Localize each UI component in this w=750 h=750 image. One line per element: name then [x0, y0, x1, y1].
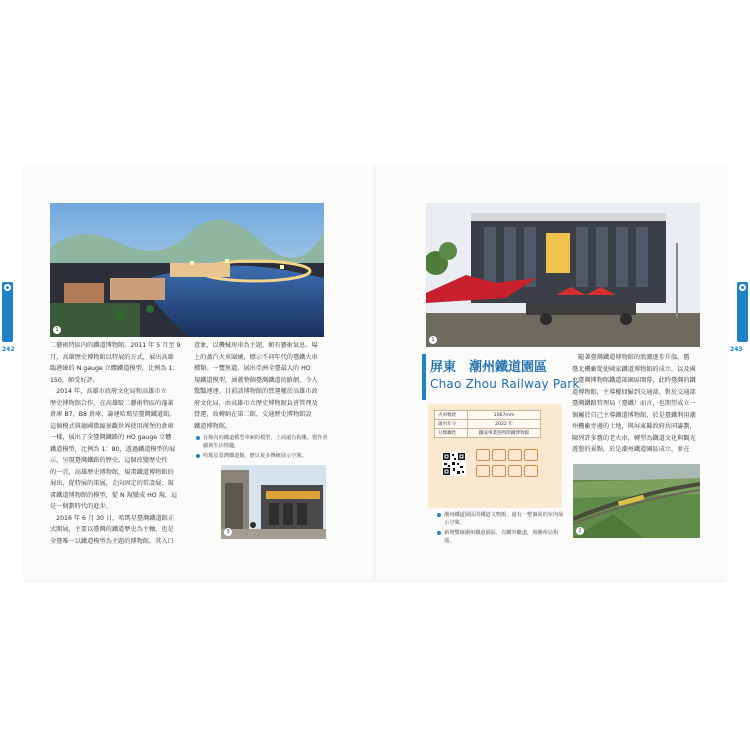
- text-line: 2016 年 6 月 30 日，哈瑪星臺灣鐵道館正: [50, 514, 175, 522]
- photo-number: 2: [576, 527, 584, 535]
- photo-number: 1: [53, 326, 61, 334]
- text-line: 立臺灣博物館鐵道部園區開幕，此時臺灣的鐵: [572, 377, 696, 384]
- text-line: 臺北機廠從使國家鐵道博物館的成立，以及國: [572, 365, 696, 373]
- left-captions: [196, 434, 328, 462]
- facility-icons: [476, 449, 556, 483]
- text-line: 道博物館，主導權回歸到交通部。對於交通部: [572, 388, 696, 396]
- photo-number: 3: [224, 528, 232, 536]
- left-column-1: [50, 340, 185, 547]
- info-card: [428, 404, 562, 508]
- info-table: [434, 410, 541, 438]
- text-line: 上的蒸汽火車圍繞，標示不同年代的臺鐵火車: [194, 353, 318, 361]
- book-gutter: [374, 165, 376, 580]
- table-key: 分類屬性: [435, 429, 468, 438]
- text-line: 全臺唯一以鐵道模型為主題的博物館。其入口: [50, 537, 174, 545]
- museum-model-photo: [50, 203, 324, 337]
- caption-item: 在館內的鐵道模型車廂的模型，上面還有狗雕，製作者顯與生活情趣。: [196, 434, 328, 450]
- text-line: 鐵道博物館。: [194, 422, 232, 430]
- photo-number: 1: [429, 336, 437, 344]
- text-line: 營運，故轉納在第二館，交通歷史博物館設: [194, 411, 312, 418]
- text-line: 2014 年，高雄市政府文化局和高雄市立: [50, 388, 167, 395]
- page-number-right: 243: [730, 346, 743, 353]
- text-line: 臨港線的 N gauge 立體鐵道模型，比例為 1：: [50, 365, 179, 372]
- caption-item: 新增雙線潮州鐵道園區，有聯外繼道，與潮州站相通。: [437, 529, 567, 545]
- table-key: 啟用年分: [435, 420, 468, 429]
- museum-icon: [492, 449, 506, 461]
- text-line: 陳列許多舊的老火車，轉型為鐵道文化與觀光: [572, 434, 696, 442]
- text-line: 倉庫 B7、B8 倉庫，籌建哈瑪星臺灣鐵道館。: [50, 411, 176, 418]
- text-line: 示，呈現臺灣鐵路的歷史。這個改變歷史性: [50, 457, 168, 464]
- table-value: 2022 年: [468, 420, 541, 429]
- chapter-tab-right: [737, 282, 748, 342]
- text-line: 月，高雄歷史博物館以特展的方式，展出高雄: [50, 353, 174, 361]
- train-icon: [4, 284, 11, 291]
- table-value: 1067mm: [468, 411, 541, 420]
- text-line: 的一頁，高雄歷史博物館，規畫鐵道博物館的: [50, 468, 174, 476]
- bullet-icon: [437, 531, 441, 535]
- table-row: [435, 429, 541, 438]
- text-line: 是一個劃時代的進步。: [50, 503, 112, 510]
- title-chinese: 屏東 潮州鐵道園區: [430, 360, 548, 375]
- text-line: 府文化局，由高雄市立歷史博物館負責管理及: [194, 399, 318, 407]
- accessible-icon: [524, 465, 538, 477]
- table-row: [435, 420, 541, 429]
- train-icon: [476, 449, 490, 461]
- text-line: 隨著臺灣鐵道博物館的浪潮逐步升溫，舊: [572, 354, 690, 361]
- text-line: 歷史博物館合作，在高雄駁二藝術特區的蓬萊: [50, 399, 174, 407]
- title-accent-bar: [422, 354, 426, 400]
- restroom-icon: [508, 465, 522, 477]
- restaurant-icon: [524, 449, 538, 461]
- text-line: 展出，從特展的策展，走向固定的常設展；規: [50, 480, 174, 487]
- text-line: 驚豔連連。目前該博物館的營運權於高雄市政: [194, 388, 318, 395]
- text-line: 規鐵道模型，涵蓋整個臺灣鐵道的路網，令人: [194, 376, 318, 384]
- text-line: 意象，以機械房車為主題，頗有藝術氣息。場: [194, 342, 318, 349]
- ticket-icon: [508, 449, 522, 461]
- aerial-railway-photo: [573, 464, 700, 538]
- text-line: 畫鐵道博物館的模型，從 N 規變成 HO 規，這: [50, 491, 178, 499]
- title-english: Chao Zhou Railway Park: [430, 377, 580, 391]
- text-line: 鐵道模型，比例為 1：80，透過鐵道模型的展: [50, 445, 176, 453]
- text-line: 150，頗受好評。: [50, 376, 99, 384]
- table-key: 火車軌距: [435, 411, 468, 420]
- bullet-icon: [437, 513, 441, 517]
- table-row: [435, 411, 541, 420]
- text-line: 遊憩的景點，於是潮州鐵道園區成立，並在: [572, 446, 690, 453]
- text-line: 這個模式與德國微縮景觀世界使用漢堡的倉庫: [50, 422, 174, 430]
- railway-park-building-photo: [426, 203, 700, 347]
- bullet-icon: [196, 436, 200, 440]
- text-line: 種類。一覽無遺，展出亞洲全臺最大的 HO: [194, 365, 311, 372]
- train-icon: [739, 284, 746, 291]
- bullet-icon: [196, 454, 200, 458]
- right-captions: [437, 511, 567, 547]
- text-line: 式開展，主要以臺灣的鐵道歷史為主軸，也是: [50, 526, 174, 533]
- qr-code-icon: [442, 452, 466, 476]
- caption-item: 潮州鐵道園區的鐵道文物館，還有一整個展的室內展示空間。: [437, 511, 567, 527]
- page-number-left: 242: [2, 346, 15, 353]
- caption-item: 哈瑪星臺灣鐵道館，歷以夏多傳統展示空間。: [196, 452, 328, 460]
- text-line: 二藝術特區內的鐵道博物館。2011 年 5 月至 9: [50, 342, 181, 349]
- chapter-tab-left: [2, 282, 13, 342]
- table-value: 鐵道事業園所附鐵博物館: [468, 429, 541, 438]
- text-line: 州機廠旁邊的土地，與屏東縣政府共同籌劃，: [572, 423, 696, 430]
- text-line: 個屬於自己主導鐵道博物館，於是臺鐵利用潮: [572, 411, 696, 419]
- text-line: 一樣，展出了全臺灣鐵路的 HO gauge 立體: [50, 434, 172, 441]
- text-line: 臺灣鐵路管理局（臺鐵）而言，也期望成立一: [572, 400, 696, 407]
- right-column: [572, 352, 702, 456]
- section-title: [422, 354, 580, 402]
- shop-icon: [492, 465, 506, 477]
- left-column-2: [194, 340, 326, 432]
- station-street-photo: [221, 465, 326, 539]
- parking-icon: [476, 465, 490, 477]
